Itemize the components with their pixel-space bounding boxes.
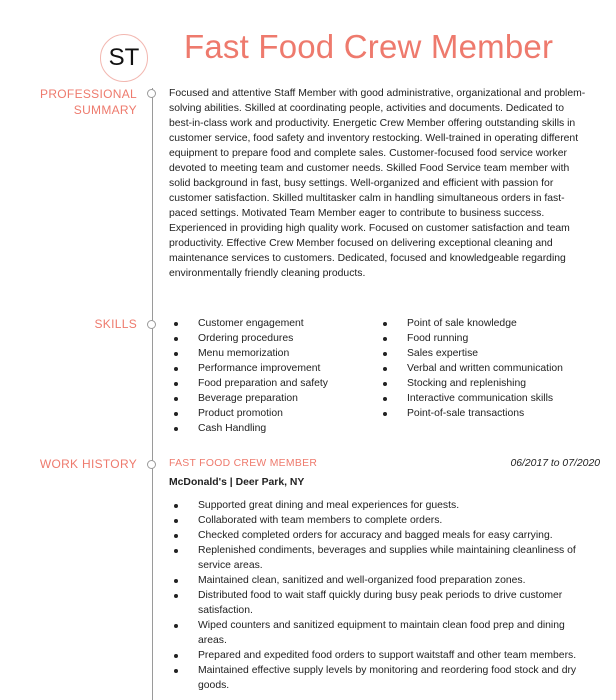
timeline-node-icon	[147, 89, 156, 98]
timeline-line	[152, 88, 153, 700]
job-bullet: Prepared and expedited food orders to support waitstaff and other team members.	[169, 648, 587, 663]
skills-column-right	[378, 316, 563, 421]
resume-title: Fast Food Crew Member	[184, 28, 554, 65]
job-dates: 06/2017 to 07/2020	[510, 458, 600, 469]
skill-item: Verbal and written communication	[378, 361, 563, 376]
section-label-summary	[40, 86, 137, 118]
skill-item: Performance improvement	[169, 361, 328, 376]
job-bullet: Replenished condiments, beverages and supplies while maintaining cleanliness of service areas.	[169, 543, 587, 573]
job-bullet: Wiped counters and sanitized equipment to maintain clean food prep and dining areas.	[169, 618, 587, 648]
skill-item: Product promotion	[169, 406, 328, 421]
resume-header	[0, 0, 616, 84]
job-bullet: Distributed food to wait staff quickly during busy peak periods to drive customer satisfaction.	[169, 588, 587, 618]
skill-item: Cash Handling	[169, 421, 328, 436]
section-label-work-history: WORK HISTORY	[39, 457, 137, 471]
job-company: McDonald's | Deer Park, NY	[169, 477, 305, 488]
skill-item: Point of sale knowledge	[378, 316, 563, 331]
skill-item: Interactive communication skills	[378, 391, 563, 406]
skill-item: Food preparation and safety	[169, 376, 328, 391]
job-bullet: Checked completed orders for accuracy and bagged meals for easy carrying.	[169, 528, 587, 543]
monogram-badge: ST	[100, 34, 148, 82]
skill-item: Sales expertise	[378, 346, 563, 361]
summary-text: Focused and attentive Staff Member with good administrative, organizational and problem-solving abilities. Skilled at coordinating people, activities and documents. Dedicated to best-in-class work and productivity. Energetic Crew Member offering outstanding skills in customer service, food safety and inventory restocking. Well-trained in operating different equipment to prepare food and complete sales. Customer-focused food service worker devoted to meeting team and customer needs. Skilled Food Service team member with solid background in fast, busy settings. Well-organized and efficient with passion for customer satisfaction. Skilled multitasker calm in handling simultaneous orders in fast-paced settings. Motivated Team Member eager to contribute to business success. Experienced in providing high quality work. Focused on customer satisfaction and team productivity. Effective Crew Member focused on delivering exceptional cleaning and maintenance services to customers. Dedicated, focused and knowledgeable regarding environmentally friendly cleaning products.	[169, 88, 586, 279]
skill-item: Ordering procedures	[169, 331, 328, 346]
job-bullet: Collaborated with team members to complete orders.	[169, 513, 587, 528]
skill-item: Food running	[378, 331, 563, 346]
section-label-line: SUMMARY	[73, 103, 137, 117]
timeline-node-icon	[147, 460, 156, 469]
skill-item: Beverage preparation	[169, 391, 328, 406]
skill-item: Menu memorization	[169, 346, 328, 361]
job-bullet: Maintained clean, sanitized and well-organized food preparation zones.	[169, 573, 587, 588]
skill-item: Stocking and replenishing	[378, 376, 563, 391]
job-bullet: Supported great dining and meal experiences for guests.	[169, 498, 587, 513]
job-title: FAST FOOD CREW MEMBER	[169, 458, 318, 469]
section-label-skills: SKILLS	[94, 317, 137, 331]
section-label-line: PROFESSIONAL	[40, 87, 137, 101]
summary-content	[169, 86, 589, 281]
skill-item: Point-of-sale transactions	[378, 406, 563, 421]
job-bullets	[169, 498, 607, 693]
job-bullet: Maintained effective supply levels by monitoring and reordering food stock and dry goods.	[169, 663, 587, 693]
job-entry	[169, 456, 607, 693]
timeline-node-icon	[147, 320, 156, 329]
skills-column-left	[169, 316, 328, 436]
skill-item: Customer engagement	[169, 316, 328, 331]
